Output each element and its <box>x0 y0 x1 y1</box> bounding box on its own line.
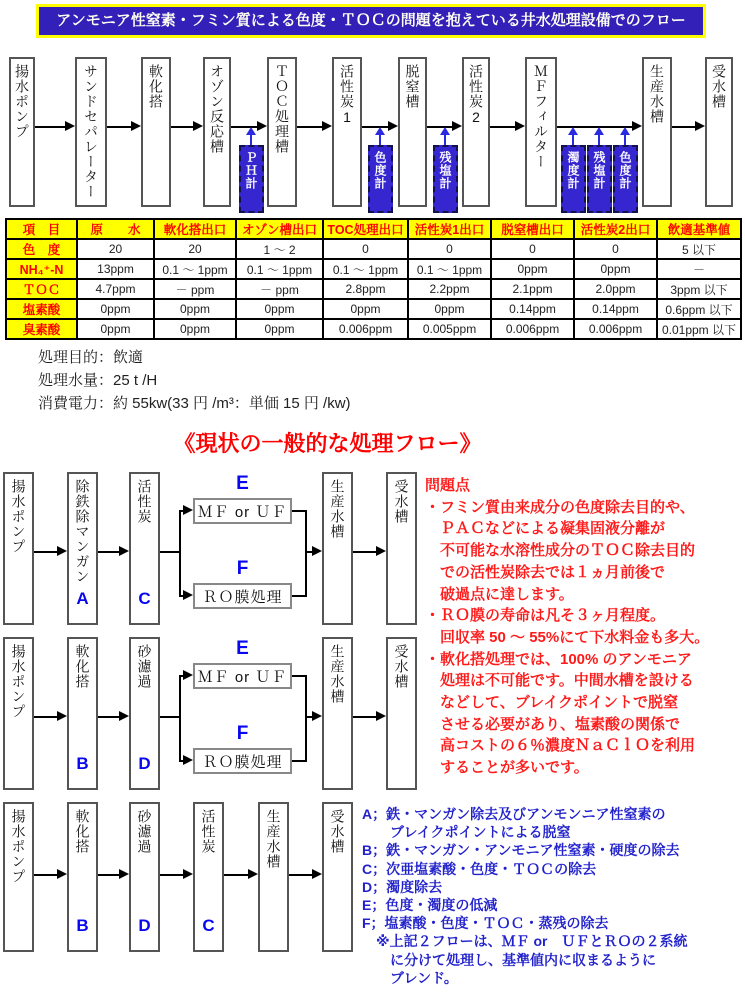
top-box-toc-tank: ＴＯＣ処理槽 <box>267 57 297 207</box>
flow-arrow <box>306 551 312 553</box>
legend-note-2: に分けて処理し、基準値内に収まるように <box>362 951 656 968</box>
cell: 5 以下 <box>657 239 741 259</box>
cell: 0ppm <box>491 259 574 279</box>
f2-label-f: F <box>236 723 249 744</box>
table-row-nh4n <box>6 259 741 279</box>
legend-line-d: D；濁度除去 <box>362 878 443 895</box>
top-box-activated-carbon-1: 活性炭1 <box>332 57 362 207</box>
f2-box-receiving-tank: 受水槽 <box>386 637 417 790</box>
banner-title: アンモニア性窒素・フミン質による色度・ＴＯＣの問題を抱えている井水処理設備でのフロー <box>56 12 686 29</box>
cell: 0.1 ～ 1ppm <box>236 259 323 279</box>
flow-arrow <box>107 126 131 128</box>
meter-residual-chlorine-1: 残塩計 <box>433 145 458 213</box>
problem-line: ＰＡＣなどによる凝集固液分離が <box>425 520 666 538</box>
f1-box-product-tank: 生産水槽 <box>322 472 353 625</box>
legend-line-b: B；鉄・マンガン・アンモニア性窒素・硬度の除去 <box>362 842 680 859</box>
col-header: 項 目 <box>6 219 77 239</box>
f2-mf-uf-box: ＭＦ or ＵＦ <box>193 663 292 689</box>
cell: 0 <box>323 239 408 259</box>
row-label: 色 度 <box>6 239 77 259</box>
cell: 0.14ppm <box>491 299 574 319</box>
legend-line-c: C；次亜塩素酸・色度・ＴＯＣの除去 <box>362 860 597 877</box>
flow-arrow <box>490 126 515 128</box>
meter-up-arrow <box>598 134 600 145</box>
problem-line: 処理は不可能です。中間水槽を設ける <box>425 672 694 690</box>
f3-letter-c: C <box>202 916 215 935</box>
legend-line-a: A；鉄・マンガン除去及びアンモンニア性窒素の <box>362 806 666 822</box>
meter-color-1: 色度計 <box>368 145 393 213</box>
cell: － ppm <box>236 279 323 299</box>
f2-ro-box: ＲＯ膜処理 <box>193 748 292 774</box>
f2-box-sand-filter: 砂濾過 D <box>129 637 160 790</box>
f3-box-sand-filter: 砂濾過 D <box>129 802 160 952</box>
flow-line <box>305 510 307 597</box>
problem-line: ・軟化搭処理では、100% のアンモニア <box>425 650 692 668</box>
water-quality-table <box>5 218 742 340</box>
meter-up-arrow <box>572 134 574 145</box>
meter-up-arrow <box>624 134 626 145</box>
cell: 0ppm <box>236 299 323 319</box>
flow-arrow <box>672 126 695 128</box>
legend-note-1: ※上記２フローは、ＭＦ or ＵＦとＲＯの２系統 <box>362 933 688 950</box>
cell: 13ppm <box>77 259 154 279</box>
flow-arrow <box>34 874 57 876</box>
legend-line-e: E；色度・濁度の低減 <box>362 897 498 914</box>
flow-arrow <box>98 551 119 553</box>
table-row-toc <box>6 279 741 299</box>
f2-box-product-tank: 生産水槽 <box>322 637 353 790</box>
flow-arrow <box>34 551 57 553</box>
col-header: オゾン槽出口 <box>236 219 323 239</box>
flow-arrow <box>289 874 312 876</box>
cell: 0ppm <box>154 299 236 319</box>
f2-label-e: E <box>236 638 249 659</box>
meter-up-arrow <box>444 134 446 145</box>
f1-letter-c: C <box>138 589 151 608</box>
cell: 20 <box>77 239 154 259</box>
meter-up-arrow <box>379 134 381 145</box>
top-box-softener: 軟化搭 <box>141 57 171 207</box>
cell: 3ppm 以下 <box>657 279 741 299</box>
cell: 0.01ppm 以下 <box>657 319 741 339</box>
cell: 0.005ppm <box>408 319 491 339</box>
flow-arrow <box>224 874 248 876</box>
f3-box-receiving-tank: 受水槽 <box>322 802 353 952</box>
problem-line: ・ＲＯ膜の寿命は凡そ３ヶ月程度。 <box>425 607 666 625</box>
info-line-capacity: 処理水量：25 t /H <box>38 372 158 389</box>
problems-heading: 問題点 <box>425 477 471 494</box>
cell: 0ppm <box>574 259 657 279</box>
problem-line: での活性炭除去では１ヵ月前後で <box>425 563 666 581</box>
problem-line: することが多いです。 <box>425 759 589 777</box>
meter-residual-chlorine-2: 残塩計 <box>587 145 612 213</box>
cell: － <box>657 259 741 279</box>
row-label: ＴＯＣ <box>6 279 77 299</box>
cell: 0.006ppm <box>323 319 408 339</box>
cell: 2.8ppm <box>323 279 408 299</box>
flow-arrow <box>35 126 65 128</box>
problem-line: ・フミン質由来成分の色度除去目的や、 <box>425 498 695 516</box>
cell: 4.7ppm <box>77 279 154 299</box>
cell: 0ppm <box>236 319 323 339</box>
row-label: 臭素酸 <box>6 319 77 339</box>
top-box-receiving-tank: 受水槽 <box>705 57 733 207</box>
cell: 20 <box>154 239 236 259</box>
cell: 0ppm <box>154 319 236 339</box>
flow-arrow <box>180 675 183 677</box>
cell: 0.1 ～ 1ppm <box>408 259 491 279</box>
cell: 0ppm <box>323 299 408 319</box>
cell: 0.006ppm <box>491 319 574 339</box>
f3-box-softener: 軟化搭 B <box>67 802 98 952</box>
flow-arrow <box>180 510 183 512</box>
problem-line: 回収率 50 ～ 55%にて下水料金も多大。 <box>425 628 710 646</box>
flow-arrow <box>353 716 376 718</box>
flow-arrow <box>160 874 183 876</box>
f2-letter-b: B <box>76 754 89 773</box>
flow-line <box>179 675 181 762</box>
cell: 0.6ppm 以下 <box>657 299 741 319</box>
problems-block <box>425 475 743 779</box>
top-box-product-tank: 生産水槽 <box>642 57 672 207</box>
problem-line: 高コストの６％濃度ＮａＣｌＯを利用 <box>425 737 696 755</box>
col-header: 活性炭1出口 <box>408 219 491 239</box>
problem-line: などして、ブレイクポイントで脱窒 <box>425 694 679 712</box>
f3-letter-d: D <box>138 916 151 935</box>
cell: 0.14ppm <box>574 299 657 319</box>
row-label: 塩素酸 <box>6 299 77 319</box>
row-label: NH₄⁺-N <box>6 259 77 279</box>
f2-letter-d: D <box>138 754 151 773</box>
top-box-ozone-tank: オゾン反応槽 <box>203 57 231 207</box>
flow-arrow <box>98 874 119 876</box>
f1-label-f: F <box>236 558 249 579</box>
problem-line: 破過点に達します。 <box>425 585 574 603</box>
cell: 0.1 ～ 1ppm <box>323 259 408 279</box>
flow-line <box>305 675 307 762</box>
col-header: TOC処理出口 <box>323 219 408 239</box>
cell: 0ppm <box>77 299 154 319</box>
col-header: 飲適基準値 <box>657 219 741 239</box>
meter-turbidity: 濁度計 <box>561 145 586 213</box>
flow-arrow <box>353 551 376 553</box>
title-banner <box>36 4 706 38</box>
f3-letter-b: B <box>76 916 89 935</box>
top-box-activated-carbon-2: 活性炭2 <box>462 57 490 207</box>
cell: 2.2ppm <box>408 279 491 299</box>
col-header: 活性炭2出口 <box>574 219 657 239</box>
f1-letter-a: A <box>76 589 89 608</box>
problem-line: 不可能な水溶性成分のＴＯＣ除去目的 <box>425 542 696 560</box>
f1-label-e: E <box>236 473 249 494</box>
legend-line-f: F；塩素酸・色度・ＴＯＣ・蒸残の除去 <box>362 915 609 932</box>
f3-box-product-tank: 生産水槽 <box>258 802 289 952</box>
top-box-pump: 揚水ポンプ <box>9 57 35 207</box>
top-box-denitrification-tank: 脱窒槽 <box>398 57 427 207</box>
flow-line <box>179 510 181 597</box>
table-row-chromaticity <box>6 239 741 259</box>
cell: 0 <box>574 239 657 259</box>
flow-line <box>160 551 181 553</box>
cell: 0 <box>408 239 491 259</box>
f1-mf-uf-box: ＭＦ or ＵＦ <box>193 498 292 524</box>
legend-note-3: ブレンド。 <box>362 969 458 986</box>
f1-box-pump: 揚水ポンプ <box>3 472 34 625</box>
section-title: 《現状の一般的な処理フロー》 <box>173 431 482 456</box>
flow-arrow <box>306 716 312 718</box>
cell: 0.1 ～ 1ppm <box>154 259 236 279</box>
meter-up-arrow <box>250 134 252 145</box>
f3-box-activated-carbon: 活性炭 C <box>193 802 224 952</box>
top-box-mf-filter: ＭＦフィルター <box>525 57 557 207</box>
flow-arrow <box>34 716 57 718</box>
f1-box-receiving-tank: 受水槽 <box>386 472 417 625</box>
f1-ro-box: ＲＯ膜処理 <box>193 583 292 609</box>
legend-block <box>362 805 744 987</box>
flow-line <box>160 716 181 718</box>
cell: 0ppm <box>77 319 154 339</box>
f2-box-softener: 軟化搭 B <box>67 637 98 790</box>
plant-info <box>38 346 351 415</box>
col-header: 軟化搭出口 <box>154 219 236 239</box>
cell: 0ppm <box>408 299 491 319</box>
cell: 2.0ppm <box>574 279 657 299</box>
cell: － ppm <box>154 279 236 299</box>
legend-line-a2: ブレイクポイントによる脱窒 <box>362 824 571 841</box>
f3-box-pump: 揚水ポンプ <box>3 802 34 952</box>
table-row-bromate <box>6 319 741 339</box>
f1-box-iron-mn-removal: 除鉄除マンガン A <box>67 472 98 625</box>
flow-arrow <box>180 760 183 762</box>
table-row-chlorate <box>6 299 741 319</box>
flow-arrow <box>171 126 193 128</box>
col-header: 原 水 <box>77 219 154 239</box>
flow-arrow <box>297 126 322 128</box>
info-line-purpose: 処理目的：飲適 <box>38 349 144 366</box>
info-line-power: 消費電力：約 55kw(33 円 /m³：単価 15 円 /kw) <box>38 395 351 412</box>
meter-color-2: 色度計 <box>613 145 638 213</box>
cell: 0.006ppm <box>574 319 657 339</box>
f2-box-pump: 揚水ポンプ <box>3 637 34 790</box>
meter-ph: ＰＨ計 <box>239 145 264 213</box>
cell: 1 ～ 2 <box>236 239 323 259</box>
cell: 2.1ppm <box>491 279 574 299</box>
flow-arrow <box>180 595 183 597</box>
top-box-sand-separator: サンドセパレーター <box>75 57 107 207</box>
problem-line: させる必要があり、塩素酸の関係で <box>425 715 681 733</box>
cell: 0 <box>491 239 574 259</box>
f1-box-activated-carbon: 活性炭 C <box>129 472 160 625</box>
col-header: 脱窒槽出口 <box>491 219 574 239</box>
flow-arrow <box>98 716 119 718</box>
table-header-row <box>6 219 741 239</box>
